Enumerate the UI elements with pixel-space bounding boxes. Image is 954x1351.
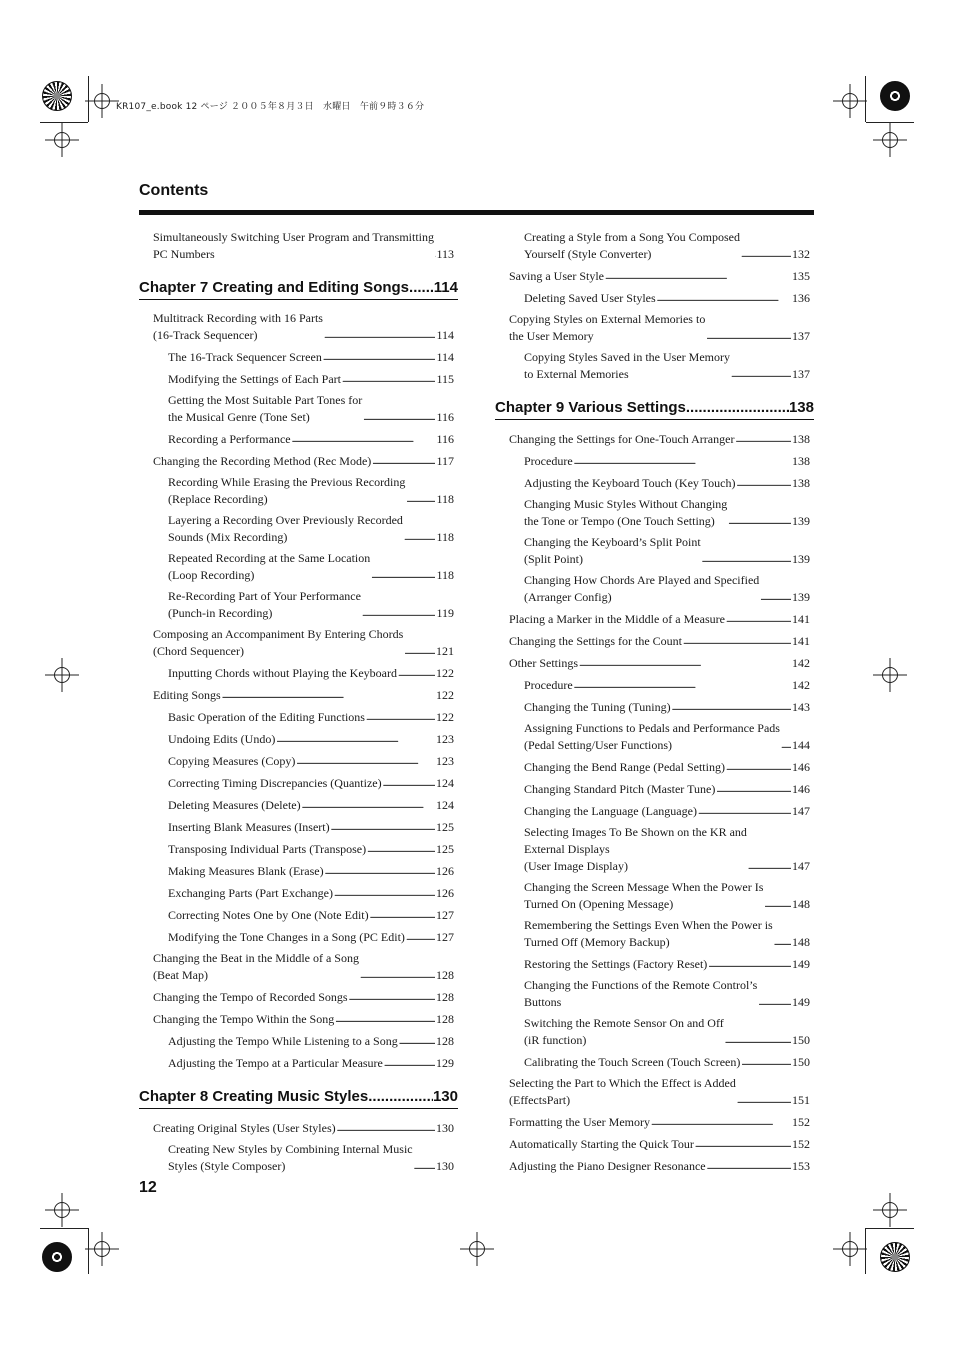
dot-leader <box>716 780 791 798</box>
dot-leader <box>334 884 435 902</box>
dot-leader <box>725 1031 791 1049</box>
toc-entry-title: Remembering the Settings Even When the Power is Turned Off (Memory Backup) <box>524 918 773 949</box>
registration-mark-icon <box>842 1241 858 1257</box>
toc-page-number: 114 <box>436 350 454 364</box>
toc-page-number: 122 <box>436 688 454 702</box>
page-number: 12 <box>139 1179 157 1196</box>
toc-entry <box>139 588 458 622</box>
toc-entry-title: Re-Recording Part of Your Performance (Punch-in Recording) <box>168 589 361 620</box>
toc-entry <box>139 928 458 946</box>
toc-entry-title: Copying Styles on External Memories to the User Memory <box>509 312 706 343</box>
toc-page-number: 128 <box>436 1034 454 1048</box>
dot-leader <box>414 1157 435 1175</box>
toc-entry <box>495 496 814 530</box>
toc-entry <box>139 1119 458 1137</box>
dot-leader <box>222 686 435 704</box>
toc-page-number: 139 <box>792 514 810 528</box>
toc-entry <box>495 1075 814 1109</box>
dot-leader <box>683 632 791 650</box>
toc-entry <box>139 988 458 1006</box>
toc-entry-title: Adjusting the Keyboard Touch (Key Touch) <box>524 476 736 490</box>
registration-target-icon <box>42 1242 72 1272</box>
toc-entry <box>495 229 814 263</box>
toc-entry <box>139 752 458 770</box>
dot-leader <box>781 736 791 754</box>
dot-leader <box>737 1091 791 1109</box>
dot-leader <box>367 840 435 858</box>
dot-leader <box>406 490 435 508</box>
registration-mark-icon <box>54 667 70 683</box>
toc-page-number: 119 <box>436 606 454 620</box>
toc-entry <box>495 1113 814 1131</box>
dot-leader <box>758 993 791 1011</box>
toc-page-number: 153 <box>792 1159 810 1173</box>
toc-entry-title: Recording a Performance <box>168 432 291 446</box>
toc-entry <box>139 626 458 660</box>
toc-entry-title: Exchanging Parts (Part Exchange) <box>168 886 333 900</box>
toc-entry <box>139 310 458 344</box>
toc-entry <box>495 1053 814 1071</box>
dot-leader <box>276 730 435 748</box>
toc-entry <box>139 452 458 470</box>
dot-leader <box>302 796 435 814</box>
dot-leader <box>748 857 791 875</box>
toc-entry <box>139 664 458 682</box>
toc-entry-title: Changing the Recording Method (Rec Mode) <box>153 454 372 468</box>
toc-page-number: 138 <box>792 454 810 468</box>
dot-leader <box>335 1010 435 1028</box>
toc-entry-title: Selecting Images To Be Shown on the KR and External Displays (User Image Display) <box>524 825 747 873</box>
dot-leader <box>726 758 791 776</box>
dot-leader <box>686 399 789 416</box>
toc-page-number: 139 <box>792 590 810 604</box>
toc-entry-title: Making Measures Blank (Erase) <box>168 864 324 878</box>
toc-entry-title: Adjusting the Piano Designer Resonance <box>509 1159 706 1173</box>
toc-entry <box>495 534 814 568</box>
toc-entry <box>139 474 458 508</box>
toc-page-number: 148 <box>792 897 810 911</box>
dot-leader <box>657 289 791 307</box>
toc-chapter-heading <box>139 279 458 300</box>
toc-entry <box>495 698 814 716</box>
toc-entry-title: Modifying the Settings of Each Part <box>168 372 341 386</box>
toc-entry-title: Modifying the Tone Changes in a Song (PC Edit) <box>168 930 405 944</box>
dot-leader <box>324 326 435 344</box>
toc-entry-title: Adjusting the Tempo at a Particular Measure <box>168 1056 383 1070</box>
toc-entry-title: Inputting Chords without Playing the Keyboard <box>168 666 397 680</box>
dot-leader <box>605 267 791 285</box>
toc-page-number: 123 <box>436 754 454 768</box>
header-rule <box>139 210 814 215</box>
toc-entry <box>495 758 814 776</box>
toc-page-number: 138 <box>788 399 814 416</box>
toc-entry-title: Creating a Style from a Song You Composed Yourself (Style Converter) <box>524 230 740 261</box>
dot-leader <box>383 774 435 792</box>
toc-entry-title: Basic Operation of the Editing Functions <box>168 710 365 724</box>
toc-entry-title: Creating Original Styles (User Styles) <box>153 1121 336 1135</box>
toc-right-column <box>495 229 814 1179</box>
toc-page-number: 149 <box>792 957 810 971</box>
toc-entry <box>139 1141 458 1175</box>
toc-entry-title: The 16-Track Sequencer Screen <box>168 350 322 364</box>
toc-entry-title: Creating New Styles by Combining Internal Music Styles (Style Composer) <box>168 1142 413 1173</box>
toc-entry <box>495 780 814 798</box>
dot-leader <box>406 928 435 946</box>
toc-page-number: 114 <box>436 328 454 342</box>
toc-page-number: 130 <box>432 1088 458 1105</box>
toc-entry <box>495 267 814 285</box>
registration-mark-icon <box>94 1241 110 1257</box>
dot-leader <box>384 1054 435 1072</box>
toc-entry-title: Changing How Chords Are Played and Specified (Arranger Config) <box>524 573 760 604</box>
toc-entry-title: Changing the Screen Message When the Power Is Turned On (Opening Message) <box>524 880 764 911</box>
toc-entry <box>139 884 458 902</box>
toc-page-number: 147 <box>792 804 810 818</box>
toc-entry-title: Changing the Tuning (Tuning) <box>524 700 671 714</box>
toc-page-number: 130 <box>436 1121 454 1135</box>
toc-entry-title: Undoing Edits (Undo) <box>168 732 276 746</box>
toc-page-number: 115 <box>436 372 454 386</box>
toc-page-number: 126 <box>436 864 454 878</box>
toc-entry <box>495 955 814 973</box>
dot-leader <box>707 1157 791 1175</box>
toc-entry <box>139 1010 458 1028</box>
dot-leader <box>360 966 435 984</box>
dot-leader <box>349 988 435 1006</box>
toc-entry <box>139 1054 458 1072</box>
dot-leader <box>404 528 436 546</box>
toc-page-number: 122 <box>436 666 454 680</box>
toc-entry <box>139 512 458 546</box>
toc-page-number: 148 <box>792 935 810 949</box>
toc-entry-title: Copying Styles Saved in the User Memory to External Memories <box>524 350 730 381</box>
toc-page-number: 116 <box>436 432 454 446</box>
toc-page-number: 129 <box>436 1056 454 1070</box>
toc-entry <box>139 862 458 880</box>
toc-entry-title: Deleting Measures (Delete) <box>168 798 301 812</box>
dot-leader <box>323 348 436 366</box>
toc-entry <box>495 879 814 913</box>
toc-page-number: 124 <box>436 776 454 790</box>
dot-leader <box>731 365 791 383</box>
toc-entry-title: Repeated Recording at the Same Location (Loop Recording) <box>168 551 371 582</box>
dot-leader <box>398 664 435 682</box>
toc-page-number: 138 <box>792 432 810 446</box>
toc-page-number: 127 <box>436 930 454 944</box>
toc-page-number: 128 <box>436 1012 454 1026</box>
toc-entry <box>139 906 458 924</box>
toc-entry <box>139 550 458 584</box>
toc-page-number: 127 <box>436 908 454 922</box>
toc-page-number: 116 <box>436 410 454 424</box>
toc-page-number: 123 <box>436 732 454 746</box>
dot-leader <box>574 452 791 470</box>
toc-entry-title: Composing an Accompaniment By Entering Chords (Chord Sequencer) <box>153 627 404 658</box>
toc-entry-title: Transposing Individual Parts (Transpose) <box>168 842 367 856</box>
dot-leader <box>726 610 791 628</box>
toc-entry-title: Chapter 8 Creating Music Styles <box>139 1088 369 1105</box>
toc-entry <box>139 430 458 448</box>
dot-leader <box>574 676 791 694</box>
toc-page-number: 141 <box>792 634 810 648</box>
toc-page-number: 125 <box>436 820 454 834</box>
toc-entry <box>495 720 814 754</box>
toc-page-number: 143 <box>792 700 810 714</box>
toc-entry-title: Copying Measures (Copy) <box>168 754 296 768</box>
toc-page-number: 141 <box>792 612 810 626</box>
registration-mark-icon <box>54 132 70 148</box>
toc-entry-title: Assigning Functions to Pedals and Performance Pads (Pedal Setting/User Functions) <box>524 721 780 752</box>
dot-leader <box>741 1053 791 1071</box>
toc-entry <box>495 311 814 345</box>
dot-leader <box>399 1032 435 1050</box>
toc-entry <box>495 1015 814 1049</box>
toc-page-number: 152 <box>792 1137 810 1151</box>
toc-entry <box>139 392 458 426</box>
toc-left-column <box>139 229 458 1179</box>
dot-leader <box>363 408 435 426</box>
dot-leader <box>404 642 435 660</box>
toc-page-number: 142 <box>792 656 810 670</box>
toc-page-number: 125 <box>436 842 454 856</box>
toc-entry <box>495 289 814 307</box>
toc-page-number: 135 <box>792 269 810 283</box>
toc-page-number: 147 <box>792 859 810 873</box>
dot-leader <box>366 708 435 726</box>
toc-page-number: 137 <box>792 329 810 343</box>
toc-entry-title: Automatically Starting the Quick Tour <box>509 1137 694 1151</box>
toc-entry <box>495 452 814 470</box>
toc-entry <box>139 774 458 792</box>
file-meta-line: KR107_e.book 12 ページ ２００５年８月３日 水曜日 午前９時３６分 <box>116 102 425 112</box>
toc-entry-title: Deleting Saved User Styles <box>524 291 656 305</box>
dot-leader <box>706 327 791 345</box>
toc-entry-title: Changing Music Styles Without Changing the Tone or Tempo (One Touch Setting) <box>524 497 728 528</box>
dot-leader <box>760 588 791 606</box>
toc-entry-title: Editing Songs <box>153 688 221 702</box>
toc-entry-title: Multitrack Recording with 16 Parts (16-Track Sequencer) <box>153 311 323 342</box>
toc-entry-title: Restoring the Settings (Factory Reset) <box>524 957 708 971</box>
toc-entry <box>495 1157 814 1175</box>
dot-leader <box>368 1088 433 1105</box>
dot-leader <box>708 955 791 973</box>
toc-entry-title: Chapter 9 Various Settings <box>495 399 686 416</box>
toc-entry-title: Chapter 7 Creating and Editing Songs <box>139 279 410 296</box>
toc-entry-title: Formatting the User Memory <box>509 1115 650 1129</box>
toc-entry-title: Recording While Erasing the Previous Recording (Replace Recording) <box>168 475 406 506</box>
toc-entry <box>495 977 814 1011</box>
toc-entry-title: Saving a User Style <box>509 269 604 283</box>
toc-chapter-heading <box>139 1088 458 1109</box>
toc-entry-title: Placing a Marker in the Middle of a Measure <box>509 612 725 626</box>
dot-leader <box>764 895 791 913</box>
toc-page-number: 118 <box>436 568 454 582</box>
dot-leader <box>296 752 435 770</box>
dot-leader <box>698 802 791 820</box>
toc-page-number: 121 <box>436 644 454 658</box>
toc-page-number: 128 <box>436 990 454 1004</box>
toc-entry <box>139 950 458 984</box>
dot-leader <box>362 604 435 622</box>
toc-chapter-heading <box>495 399 814 420</box>
toc-entry <box>139 708 458 726</box>
toc-page-number: 118 <box>436 492 454 506</box>
toc-entry <box>495 349 814 383</box>
toc-entry-title: Simultaneously Switching User Program and Transmitting PC Numbers <box>153 230 434 261</box>
toc-entry-title: Inserting Blank Measures (Insert) <box>168 820 330 834</box>
toc-entry <box>495 917 814 951</box>
toc-entry <box>495 572 814 606</box>
toc-page-number: 130 <box>436 1159 454 1173</box>
registration-target-icon <box>880 1242 910 1272</box>
toc-page-number: 114 <box>433 279 458 296</box>
toc-page-number: 124 <box>436 798 454 812</box>
toc-entry <box>139 370 458 388</box>
toc-entry <box>139 818 458 836</box>
toc-entry-title: Changing the Tempo of Recorded Songs <box>153 990 348 1004</box>
toc-entry <box>139 840 458 858</box>
toc-page-number: 117 <box>436 454 454 468</box>
toc-entry <box>139 229 458 263</box>
toc-page-number: 137 <box>792 367 810 381</box>
registration-mark-icon <box>54 1202 70 1218</box>
dot-leader <box>342 370 435 388</box>
dot-leader <box>409 279 434 296</box>
toc-entry-title: Changing the Language (Language) <box>524 804 697 818</box>
page-title: Contents <box>139 182 209 199</box>
toc-entry-title: Adjusting the Tempo While Listening to a Song <box>168 1034 398 1048</box>
toc-page-number: 150 <box>792 1033 810 1047</box>
toc-entry-title: Other Settings <box>509 656 578 670</box>
dot-leader <box>371 566 435 584</box>
toc-page-number: 144 <box>792 738 810 752</box>
toc-page-number: 151 <box>792 1093 810 1107</box>
toc-entry-title: Changing the Settings for One-Touch Arranger <box>509 432 735 446</box>
registration-mark-icon <box>882 1202 898 1218</box>
toc-page-number: 139 <box>792 552 810 566</box>
toc-entry-title: Procedure <box>524 678 573 692</box>
toc-entry-title: Calibrating the Touch Screen (Touch Screen) <box>524 1055 741 1069</box>
toc-entry <box>139 796 458 814</box>
toc-entry-title: Layering a Recording Over Previously Recorded Sounds (Mix Recording) <box>168 513 403 544</box>
dot-leader <box>774 933 791 951</box>
toc-entry <box>495 802 814 820</box>
toc-entry-title: Switching the Remote Sensor On and Off (iR function) <box>524 1016 724 1047</box>
dot-leader <box>741 245 791 263</box>
toc-entry-title: Changing Standard Pitch (Master Tune) <box>524 782 716 796</box>
toc-entry-title: Changing the Beat in the Middle of a Song (Beat Map) <box>153 951 359 982</box>
toc-entry <box>495 654 814 672</box>
dot-leader <box>672 698 791 716</box>
dot-leader <box>695 1135 791 1153</box>
dot-leader <box>372 452 435 470</box>
toc-entry-title: Changing the Keyboard’s Split Point (Split Point) <box>524 535 701 566</box>
toc-entry <box>139 348 458 366</box>
dot-leader <box>728 512 791 530</box>
registration-mark-icon <box>842 93 858 109</box>
toc-entry-title: Changing the Tempo Within the Song <box>153 1012 335 1026</box>
toc-entry <box>495 632 814 650</box>
dot-leader <box>737 474 792 492</box>
dot-leader <box>579 654 791 672</box>
toc-entry <box>495 1135 814 1153</box>
toc-entry <box>495 676 814 694</box>
toc-page-number: 113 <box>436 247 454 261</box>
toc-entry <box>495 474 814 492</box>
dot-leader <box>325 862 435 880</box>
toc-entry-title: Selecting the Part to Which the Effect is Added (EffectsPart) <box>509 1076 736 1107</box>
toc-page-number: 122 <box>436 710 454 724</box>
dot-leader <box>331 818 435 836</box>
toc-page-number: 149 <box>792 995 810 1009</box>
toc-page-number: 136 <box>792 291 810 305</box>
registration-mark-icon <box>882 132 898 148</box>
toc-entry-title: Changing the Functions of the Remote Control’s Buttons <box>524 978 758 1009</box>
dot-leader <box>337 1119 435 1137</box>
toc-page-number: 138 <box>792 476 810 490</box>
toc-page-number: 152 <box>792 1115 810 1129</box>
registration-target-icon <box>42 81 72 111</box>
toc-entry <box>139 730 458 748</box>
toc-entry-title: Correcting Timing Discrepancies (Quantize) <box>168 776 382 790</box>
registration-mark-icon <box>882 667 898 683</box>
toc-page-number: 118 <box>436 530 454 544</box>
toc-entry-title: Procedure <box>524 454 573 468</box>
dot-leader <box>292 430 436 448</box>
dot-leader <box>735 430 791 448</box>
toc-entry <box>139 1032 458 1050</box>
toc-entry-title: Changing the Bend Range (Pedal Setting) <box>524 760 725 774</box>
toc-entry <box>495 430 814 448</box>
toc-page-number: 150 <box>792 1055 810 1069</box>
toc-entry <box>495 610 814 628</box>
toc-page-number: 146 <box>792 782 810 796</box>
toc-entry <box>139 686 458 704</box>
toc-page-number: 142 <box>792 678 810 692</box>
toc-entry-title: Getting the Most Suitable Part Tones for the Musical Genre (Tone Set) <box>168 393 363 424</box>
toc-page-number: 132 <box>792 247 810 261</box>
registration-mark-icon <box>94 93 110 109</box>
dot-leader <box>651 1113 791 1131</box>
toc-page-number: 126 <box>436 886 454 900</box>
registration-mark-icon <box>469 1241 485 1257</box>
registration-target-icon <box>880 81 910 111</box>
toc-page-number: 128 <box>436 968 454 982</box>
toc-page-number: 146 <box>792 760 810 774</box>
toc-entry <box>495 824 814 875</box>
dot-leader <box>702 550 791 568</box>
toc-entry-title: Correcting Notes One by One (Note Edit) <box>168 908 369 922</box>
toc-entry-title: Changing the Settings for the Count <box>509 634 682 648</box>
dot-leader <box>370 906 435 924</box>
